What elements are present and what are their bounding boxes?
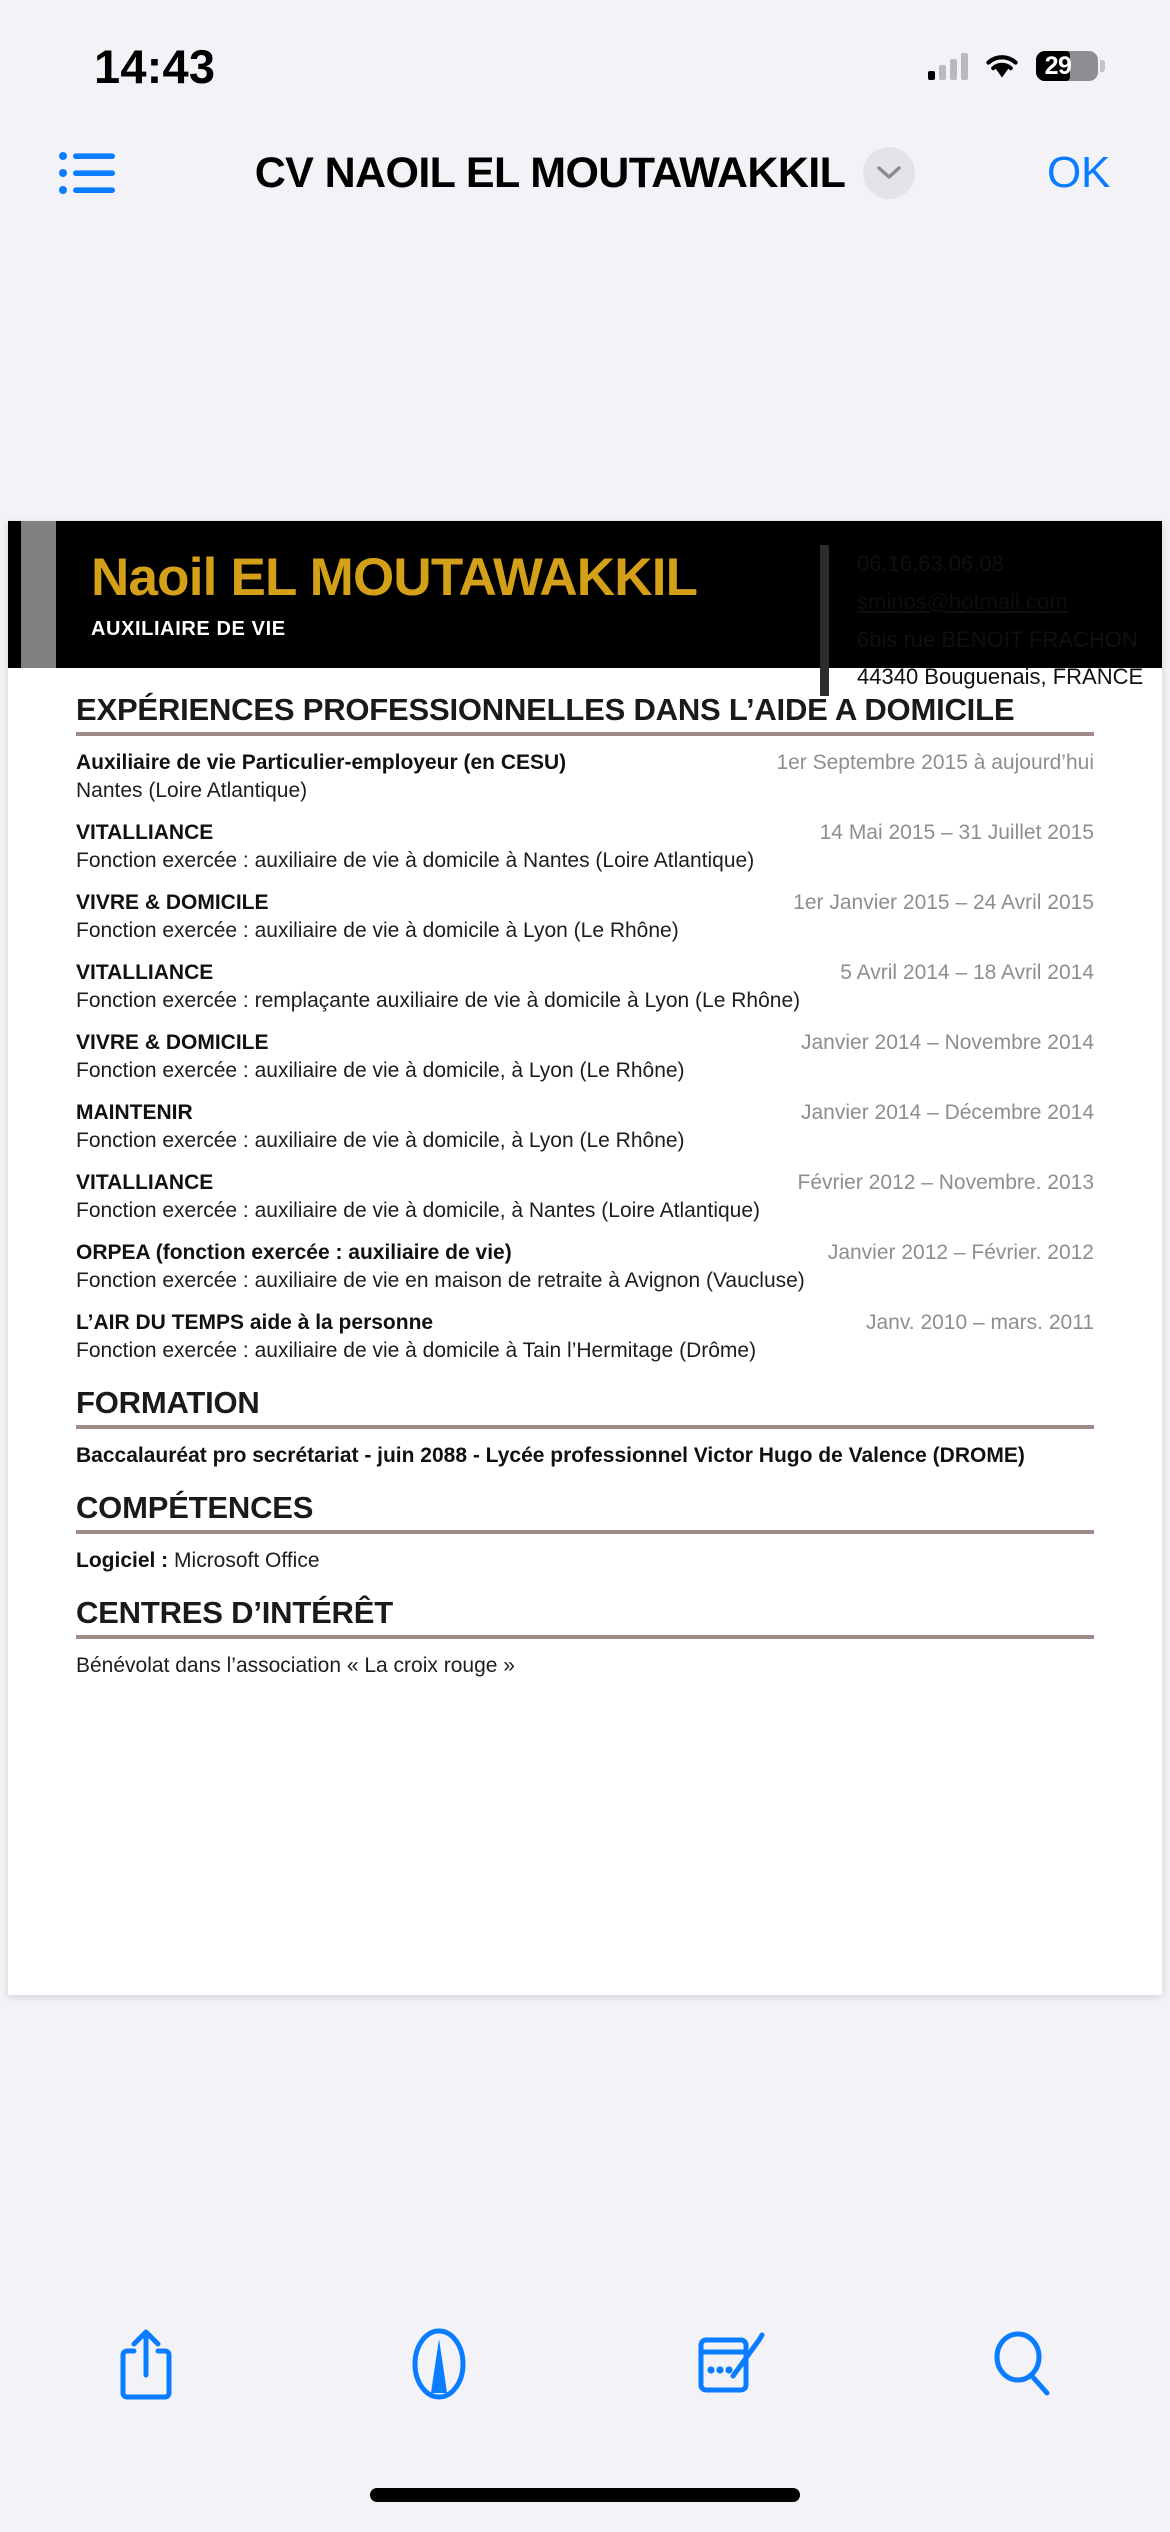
competences-label: Logiciel :: [76, 1549, 169, 1572]
competences-entry: [76, 1549, 1094, 1573]
experience-description: Fonction exercée : auxiliaire de vie à domicile, à Lyon (Le Rhône): [76, 1059, 685, 1082]
chevron-down-icon: [876, 165, 902, 181]
search-button[interactable]: [878, 2304, 1170, 2424]
section-rule: [76, 1425, 1094, 1429]
home-indicator: [370, 2488, 800, 2502]
experience-entry-header: [76, 1101, 1094, 1125]
cv-city: 44340 Bouguenais, FRANCE: [857, 664, 1144, 690]
experience-date: Janvier 2014 – Décembre 2014: [800, 1101, 1094, 1124]
experience-entry-header: [76, 1171, 1094, 1195]
markup-button[interactable]: [293, 2304, 586, 2424]
experience-entry: [76, 1031, 1094, 1083]
section-rule: [76, 1635, 1094, 1639]
experience-organization: VIVRE & DOMICILE: [76, 1031, 269, 1054]
experience-organization: VITALLIANCE: [76, 1171, 214, 1194]
section-heading-interets: CENTRES D’INTÉRÊT: [76, 1595, 393, 1630]
section-heading-experience: EXPÉRIENCES PROFESSIONNELLES DANS L’AIDE A DOMICILE: [76, 692, 1015, 727]
section-heading-competences: COMPÉTENCES: [76, 1490, 314, 1525]
cellular-signal-icon: [928, 52, 968, 80]
cv-name: Naoil EL MOUTAWAKKIL: [91, 548, 698, 607]
banner-left-stripe: [21, 521, 56, 668]
battery-percent: 29: [1044, 51, 1072, 80]
experience-description: Fonction exercée : auxiliaire de vie à domicile, à Nantes (Loire Atlantique): [76, 1199, 761, 1222]
wifi-icon: [985, 53, 1019, 79]
experience-description: Fonction exercée : auxiliaire de vie à domicile à Lyon (Le Rhône): [76, 919, 679, 942]
list-view-icon: [59, 151, 115, 195]
cv-contact-block: [820, 545, 1143, 696]
status-bar-indicators: [928, 51, 1098, 81]
formation-entry: Baccalauréat pro secrétariat - juin 2088 - Lycée professionnel Victor Hugo de Valence (DROME): [76, 1444, 1025, 1467]
experience-entry-header: [76, 821, 1094, 845]
competences-value: Microsoft Office: [174, 1549, 320, 1572]
experience-organization: Auxiliaire de vie Particulier-employeur (en CESU): [76, 751, 567, 774]
section-rule: [76, 1530, 1094, 1534]
section-rule: [76, 732, 1094, 736]
cv-body: [8, 668, 1162, 1678]
experience-description: Fonction exercée : auxiliaire de vie à domicile, à Lyon (Le Rhône): [76, 1129, 685, 1152]
cv-email[interactable]: sminos@hotmail.com: [857, 588, 1068, 614]
experience-entry-header: [76, 751, 1094, 775]
bottom-toolbar: [0, 2304, 1170, 2424]
battery-icon: [1036, 51, 1098, 81]
section-heading-formation: FORMATION: [76, 1385, 260, 1420]
document-options-button[interactable]: [863, 147, 915, 199]
list-view-button[interactable]: [50, 138, 124, 208]
experience-entry: [76, 1171, 1094, 1223]
experience-description: Nantes (Loire Atlantique): [76, 779, 308, 802]
experience-entry: [76, 891, 1094, 943]
experience-entry: [76, 1311, 1094, 1363]
experience-organization: VIVRE & DOMICILE: [76, 891, 269, 914]
cv-identity: [91, 550, 697, 641]
experience-description: Fonction exercée : auxiliaire de vie à domicile à Nantes (Loire Atlantique): [76, 849, 755, 872]
experience-list: [76, 751, 1094, 1363]
search-icon: [991, 2327, 1057, 2401]
experience-date: Février 2012 – Novembre. 2013: [797, 1171, 1094, 1194]
page-title[interactable]: CV NAOIL EL MOUTAWAKKIL: [254, 148, 846, 197]
experience-organization: VITALLIANCE: [76, 961, 214, 984]
signature-button[interactable]: [585, 2304, 878, 2424]
done-button[interactable]: OK: [1047, 148, 1110, 197]
navigation-bar: [0, 118, 1170, 228]
navigation-title-group: [0, 147, 1170, 199]
experience-organization: ORPEA (fonction exercée : auxiliaire de vie): [76, 1241, 512, 1264]
experience-description: Fonction exercée : auxiliaire de vie en maison de retraite à Avignon (Vaucluse): [76, 1269, 805, 1292]
experience-description: Fonction exercée : auxiliaire de vie à domicile à Tain l’Hermitage (Drôme): [76, 1339, 757, 1362]
experience-date: Janvier 2014 – Novembre 2014: [800, 1031, 1094, 1054]
cv-header-banner: [8, 521, 1162, 690]
experience-organization: VITALLIANCE: [76, 821, 214, 844]
experience-entry: [76, 821, 1094, 873]
experience-date: 1er Septembre 2015 à aujourd’hui: [776, 751, 1094, 774]
experience-entry-header: [76, 1311, 1094, 1335]
markup-pen-icon: [406, 2327, 472, 2401]
experience-entry: [76, 1101, 1094, 1153]
share-button[interactable]: [0, 2304, 293, 2424]
experience-entry-header: [76, 1031, 1094, 1055]
experience-organization: L’AIR DU TEMPS aide à la personne: [76, 1311, 434, 1334]
experience-description: Fonction exercée : remplaçante auxiliaire de vie à domicile à Lyon (Le Rhône): [76, 989, 801, 1012]
document-page[interactable]: [8, 521, 1162, 1995]
experience-date: 5 Avril 2014 – 18 Avril 2014: [840, 961, 1094, 984]
experience-entry-header: [76, 891, 1094, 915]
experience-entry: [76, 961, 1094, 1013]
status-bar-time: 14:43: [94, 39, 216, 93]
experience-date: Janv. 2010 – mars. 2011: [865, 1311, 1094, 1334]
experience-date: Janvier 2012 – Février. 2012: [827, 1241, 1094, 1264]
status-bar: [0, 0, 1170, 118]
interets-entry: Bénévolat dans l’association « La croix rouge »: [76, 1654, 515, 1677]
signature-icon: [693, 2329, 769, 2399]
cv-role: AUXILIAIRE DE VIE: [91, 617, 286, 640]
cv-phone: 06.16.63.06.08: [857, 551, 1004, 576]
cv-street: 6bis rue BENOIT FRACHON: [857, 626, 1138, 652]
share-icon: [117, 2327, 175, 2401]
experience-entry: [76, 1241, 1094, 1293]
experience-entry: [76, 751, 1094, 803]
experience-date: 1er Janvier 2015 – 24 Avril 2015: [793, 891, 1094, 914]
experience-entry-header: [76, 961, 1094, 985]
experience-date: 14 Mai 2015 – 31 Juillet 2015: [819, 821, 1094, 844]
experience-entry-header: [76, 1241, 1094, 1265]
experience-organization: MAINTENIR: [76, 1101, 193, 1124]
